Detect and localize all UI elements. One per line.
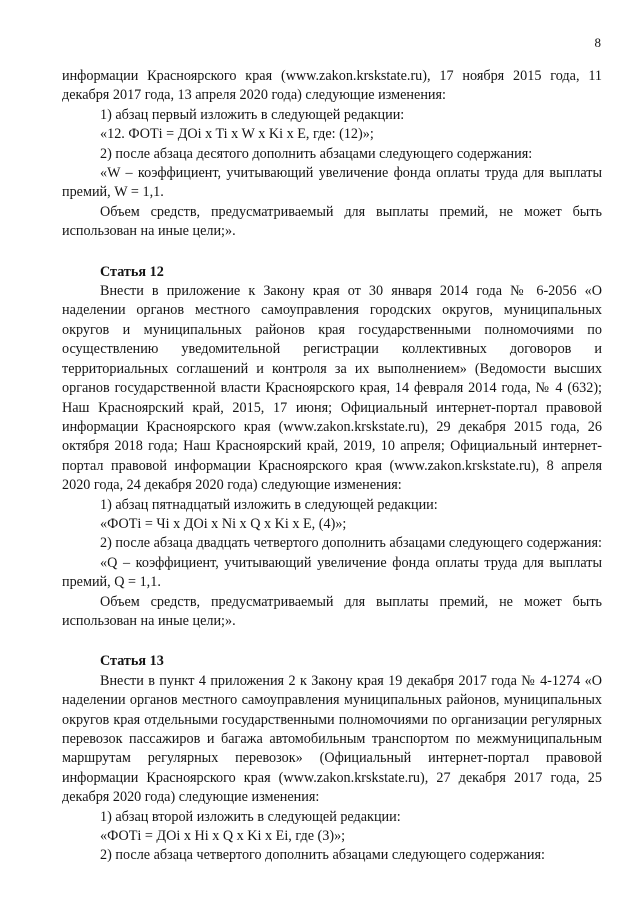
article-12-coefficient-definition: «Q – коэффициент, учитывающий увеличение фонда оплаты труда для выплаты премий, Q = 1,1. [62,554,602,591]
intro-item-2: 2) после абзаца десятого дополнить абзацами следующего содержания: [100,145,533,162]
spacer [62,631,602,652]
article-13-item-1: 1) абзац второй изложить в следующей редакции: [100,808,401,825]
article-13-heading: Статья 13 [100,653,164,670]
article-12-formula: «ФОТi = Чi x ДОi x Ni x Q x Ki x E, (4)»; [100,515,347,532]
intro-formula: «12. ФОТi = ДОi x Ti x W x Ki x E, где: (12)»; [100,126,374,143]
intro-funds-note: Объем средств, предусматриваемый для выплаты премий, не может быть использован на иные цели;». [62,203,602,240]
article-13-body: Внести в пункт 4 приложения 2 к Закону края 19 декабря 2017 года № 4-1274 «О наделении органов местного самоуправления муниципальных районов, муниципальных округов края отдельными государственными полномочиями по организации регулярных перевозок пассажиров и багажа автомобильным транспортом по межмуниципальным маршрутам регулярных перевозок» (Официальный интернет-портал правовой информации Красноярского края (www.zakon.krskstate.ru), 27 декабря 2017 года, 25 декабря 2020 года) следующие изменения: [62,672,602,806]
document-body [62,67,602,866]
article-12-heading: Статья 12 [100,263,164,280]
article-12-body: Внести в приложение к Закону края от 30 января 2014 года № 6-2056 «О наделении органов местного самоуправления городских округов, муниципальных округов и муниципальных районов края государственными полномочиями по осуществлению уведомительной регистрации коллективных договоров и территориальных соглашений и контроля за их выполнением» (Ведомости высших органов государственной власти Красноярского края, 14 февраля 2014 года, № 4 (632); Наш Красноярский край, 2015, 17 июня; Официальный интернет-портал правовой информации Красноярского края (www.zakon.krskstate.ru), 29 декабря 2015 года, 26 октября 2018 года; Наш Красноярский край, 2019, 10 апреля; Официальный интернет-портал правовой информации Красноярского края (www.zakon.krskstate.ru), 8 апреля 2020 года, 24 декабря 2020 года) следующие изменения: [62,283,602,494]
intro-item-1: 1) абзац первый изложить в следующей редакции: [100,106,405,123]
intro-coefficient-definition: «W – коэффициент, учитывающий увеличение фонда оплаты труда для выплаты премий, W = 1,1. [62,165,602,201]
spacer [62,242,602,263]
intro-continuation: информации Красноярского края (www.zakon.krskstate.ru), 17 ноября 2015 года, 11 декабря 2017 года, 13 апреля 2020 года) следующие изменения: [62,68,602,104]
article-13-item-2: 2) после абзаца четвертого дополнить абзацами следующего содержания: [100,847,545,864]
article-12-item-2: 2) после абзаца двадцать четвертого дополнить абзацами следующего содержания: [100,535,602,552]
article-13-formula: «ФОТi = ДОi x Hi x Q x Ki x Ei, где (3)»; [100,828,346,845]
article-12-item-1: 1) абзац пятнадцатый изложить в следующей редакции: [100,496,438,513]
article-12-funds-note: Объем средств, предусматриваемый для выплаты премий, не может быть использован на иные цели;». [62,593,602,629]
page-number: 8 [594,35,601,50]
